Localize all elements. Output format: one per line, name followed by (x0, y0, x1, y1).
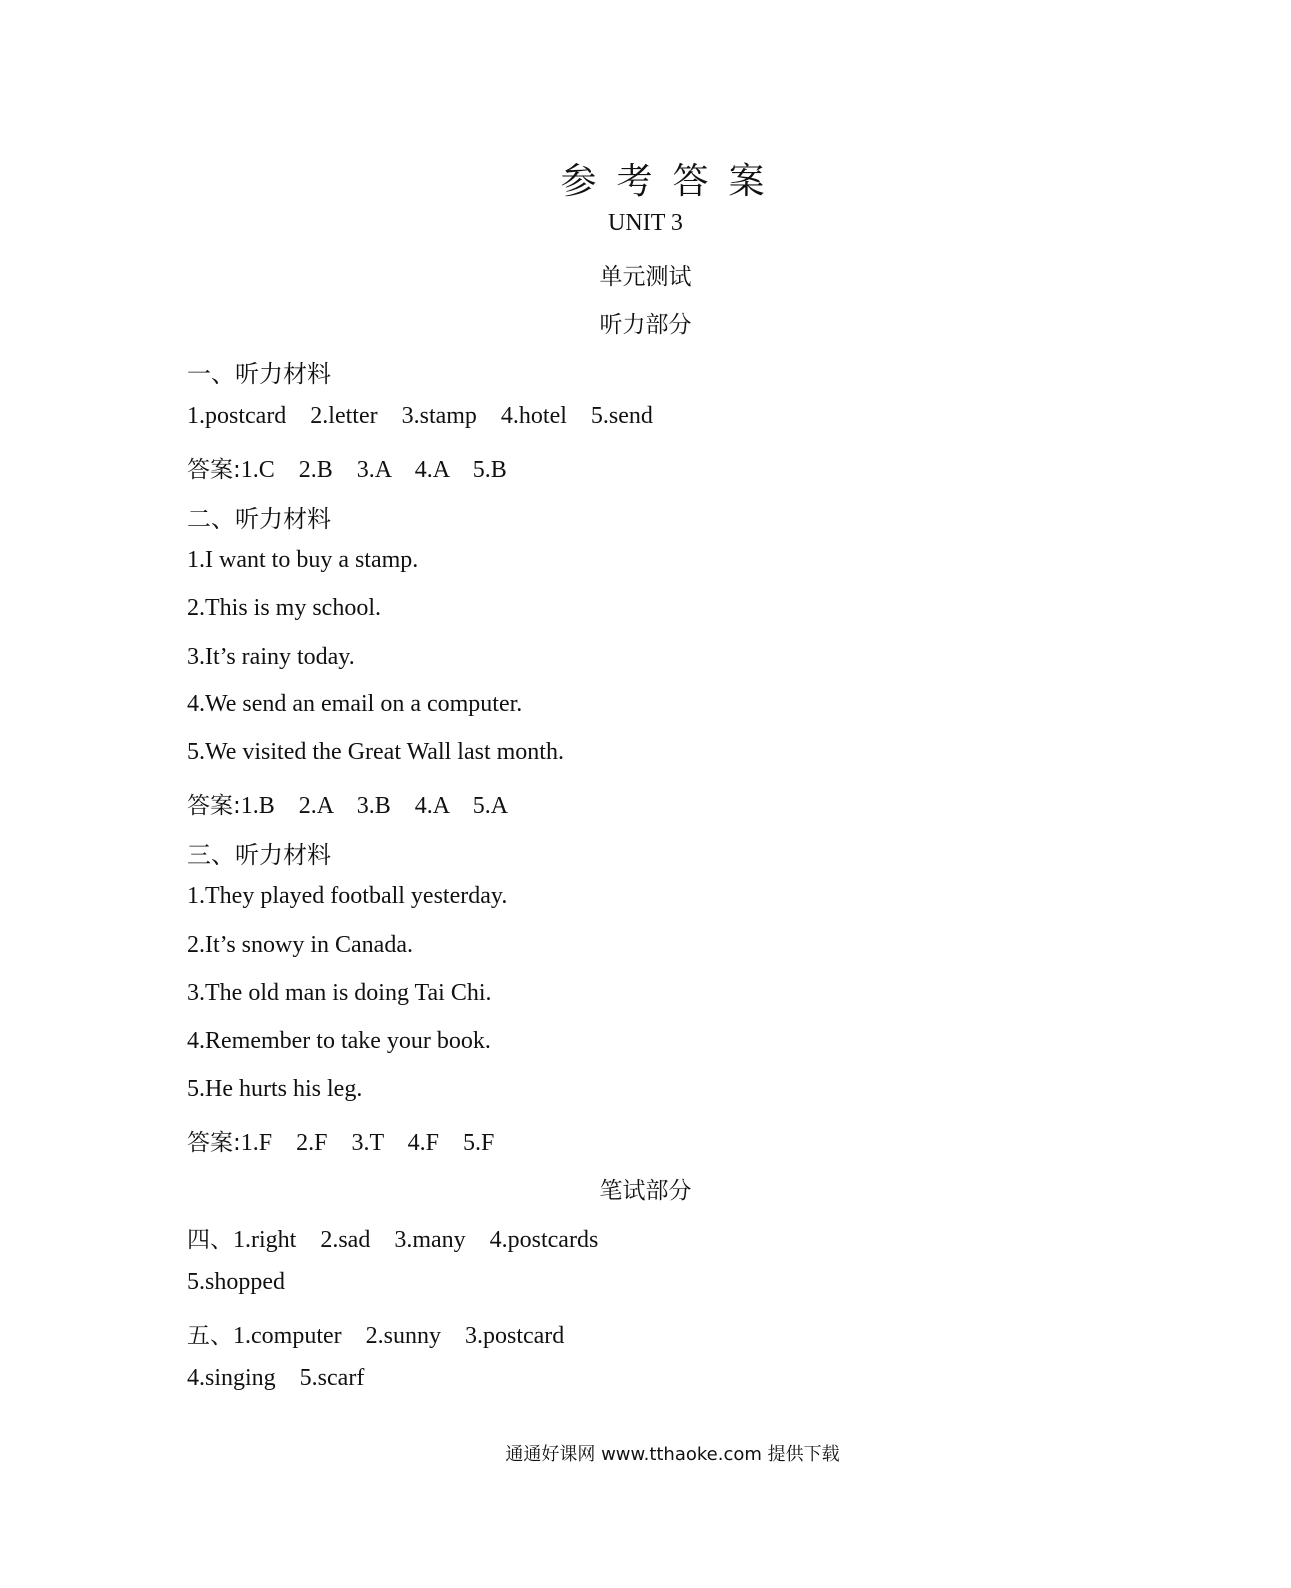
section3-line: 4.Remember to take your book. (187, 1028, 491, 1054)
section5-lead: 五、 (187, 1323, 233, 1349)
answer-lead: 答案: (187, 1130, 241, 1156)
section2-line: 3.It’s rainy today. (187, 644, 355, 670)
section5-line2: 4.singing 5.scarf (187, 1365, 365, 1391)
subtitle: 单元测试 (599, 264, 692, 290)
section2-line: 2.This is my school. (187, 595, 382, 621)
answer-values: 1.B 2.A 3.B 4.A 5.A (240, 793, 509, 819)
section1-heading: 一、听力材料 (187, 360, 331, 388)
section2-line: 1.I want to buy a stamp. (187, 547, 419, 573)
answer-values: 1.C 2.B 3.A 4.A 5.B (240, 457, 507, 483)
section4-line2: 5.shopped (187, 1269, 285, 1295)
section1-material: 1.postcard 2.letter 3.stamp 4.hotel 5.send (187, 403, 653, 429)
section3-line: 3.The old man is doing Tai Chi. (187, 980, 492, 1006)
section3-line: 1.They played football yesterday. (187, 883, 508, 909)
listening-heading: 听力部分 (599, 312, 692, 338)
writing-heading: 笔试部分 (599, 1178, 692, 1204)
answer-values: 1.F 2.F 3.T 4.F 5.F (240, 1130, 495, 1156)
section2-line: 4.We send an email on a computer. (187, 691, 523, 717)
section3-line: 5.He hurts his leg. (187, 1076, 363, 1102)
answer-lead: 答案: (187, 793, 241, 819)
section5-values: 1.computer 2.sunny 3.postcard (233, 1323, 565, 1349)
section4-line1 (187, 1221, 598, 1254)
section3-answer (187, 1124, 494, 1157)
section1-answer (187, 451, 507, 484)
page-title: 参考答案 (560, 161, 785, 202)
section4-lead: 四、 (187, 1227, 233, 1253)
unit-label: UNIT 3 (608, 210, 683, 236)
section2-line: 5.We visited the Great Wall last month. (187, 739, 564, 765)
footer-watermark: 通通好课网 www.tthaoke.com 提供下载 (505, 1444, 840, 1465)
answer-lead: 答案: (187, 457, 241, 483)
section4-values: 1.right 2.sad 3.many 4.postcards (233, 1227, 599, 1253)
section2-heading: 二、听力材料 (187, 505, 331, 533)
section5-line1 (187, 1317, 564, 1350)
section3-line: 2.It’s snowy in Canada. (187, 932, 413, 958)
section3-heading: 三、听力材料 (187, 841, 331, 869)
section2-answer (187, 787, 508, 820)
